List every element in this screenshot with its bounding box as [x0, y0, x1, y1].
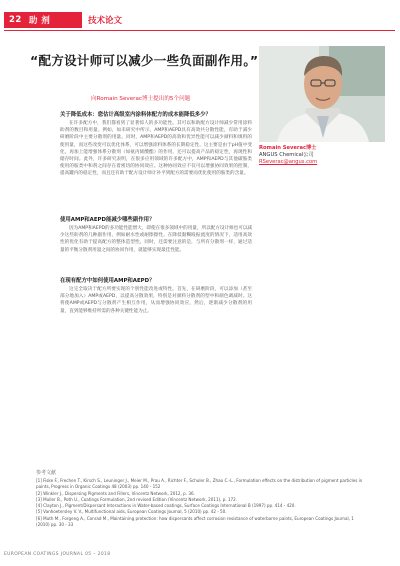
article-byline: 向Romain Severac博士提出的5个问题 [91, 96, 191, 102]
section-body: 在许多配方中，我们都看到了显著惊人的多功能性。其可以和助配方设计师减少常用涂料助剂的数目和用量。例如，如未研究中所示，AMP和AEPD具有高效共分散性能，有助于减少研磨阶段中主要分散剂的用量。同时，AMP和AEPD的高效和优异性能可以减少颜料和填料的使用量，而这些改变可以优化体系，可以增强涂料体系的长期稳定性。这主要是由于pH值中变化，再加上能增强体系分散剂（如氨丙烯酸酯）的作用，还可以提高产品的稳定性，再现性和储存时间。此外，许多研究表明，在很多应用领域的许多配方中，AMP和AEPD与其他碳胺类使用的胺类中和剂之间存在着密切的协同效应。这种协同效应不仅可以增强协同效果的控制，提高罐内的稳定性，而且还有助于配方设计师计补平到配方的需要而优化使用的胺类的含量。 [60, 121, 252, 177]
section-heading: 关于降低成本：您估计高级室内涂料体配方的成本能降低多少？ [60, 112, 211, 118]
section-heading: 使用AMP和AEPD能减少哪些副作用？ [60, 217, 155, 223]
reference-item: [5] Vanhoetersley V. V., Multifunctional aids, European Coatings Journal, 5 (2010) pp. 42 - 50. [36, 509, 227, 515]
reference-item: [3] Muller B., Poth U., Coatings Formulation, 2nd revised Edition (Vincentz Network, 2011), p. 172. [36, 496, 238, 502]
qa-section-1 [60, 110, 252, 178]
page-header [0, 0, 400, 31]
references [36, 469, 366, 528]
author-name: Romain Severac博士 [259, 145, 317, 151]
reference-item: [6] Muth M., Forgeng A., Conrad M., Maintaining protection: how dispersants affect corrosion resistance of waterborne paints, European Coatings Journal, 1 (2010) pp. 30 - 33 [36, 515, 354, 528]
reference-item: [1] Fiske F., Frechen T., Kirsch S., Leuninger J., Meier M., Prau A., Richter F., Schuler B., Zhao C.-L., Formulation effects on the distribution of pigment particles in paints, Progress in Organic Coatings 48 (2003) pp. 140 - 152 [36, 478, 363, 490]
section-heading: 在现有配方中如何使用AMP和AEPD？ [60, 278, 155, 284]
page-number: 22 [9, 15, 22, 25]
page-footer: EUROPEAN COATINGS JOURNAL 05 – 2018 [4, 552, 111, 557]
reference-item: [4] Clayton J., Pigment/Dispersant Interactions in Water-based coatings, Surface Coatings International B (1997) pp. 414 - 420. [36, 503, 296, 509]
reference-item: [2] Winkler J., Dispersing Pigments and Fillers, Vincentz Network, 2012, p. 36. [36, 490, 195, 496]
author-company: ANGUS Chemical公司 [259, 152, 314, 158]
qa-section-2 [60, 215, 252, 254]
column-name: 助 剂 [28, 16, 51, 26]
author-portrait-image [259, 46, 385, 142]
header-tab [4, 12, 82, 28]
section-label: 技术论文 [88, 16, 123, 26]
header-rule [4, 30, 395, 31]
section-body: 因为AMP和AEPD的多功能性能增大，即使在很多领域中的用量，所以配方设计师也可以减少这些助剂的几种副作用，例如耐水性或耐擦擦性。在降低黏糊殴振流度的情况下，适用高效性的优化有助于提高配方的整体造型性。同时，还需要注意的是，与所有分散剂一样，通过适量的平衡分散剂用量之间的协同作用，就能够实现最佳性能。 [60, 226, 253, 253]
author-email[interactable]: RSeverac@angus.com [259, 159, 318, 165]
section-body: 这完全取决于配方所要实现的个别性能改进或特性。首先，在研磨阶段，可以添加（甚至部分地加入）AMP或AEPD，以提高分散效果，特别是对颜料分散剂的型中和颜色调减时。这将使AMP或AEPD与分散剂产生相互作用，从而增强协同效应，然后，逐渐减少分散剂的用量，直到能够维持所需的各种关键性能为止。 [60, 287, 252, 314]
references-heading: 参考文献 [36, 470, 57, 476]
author-photo [259, 46, 385, 142]
author-caption [259, 145, 317, 166]
article-title: “配方设计师可以减少一些负面副作用。” [30, 53, 259, 68]
qa-section-3 [60, 276, 252, 315]
